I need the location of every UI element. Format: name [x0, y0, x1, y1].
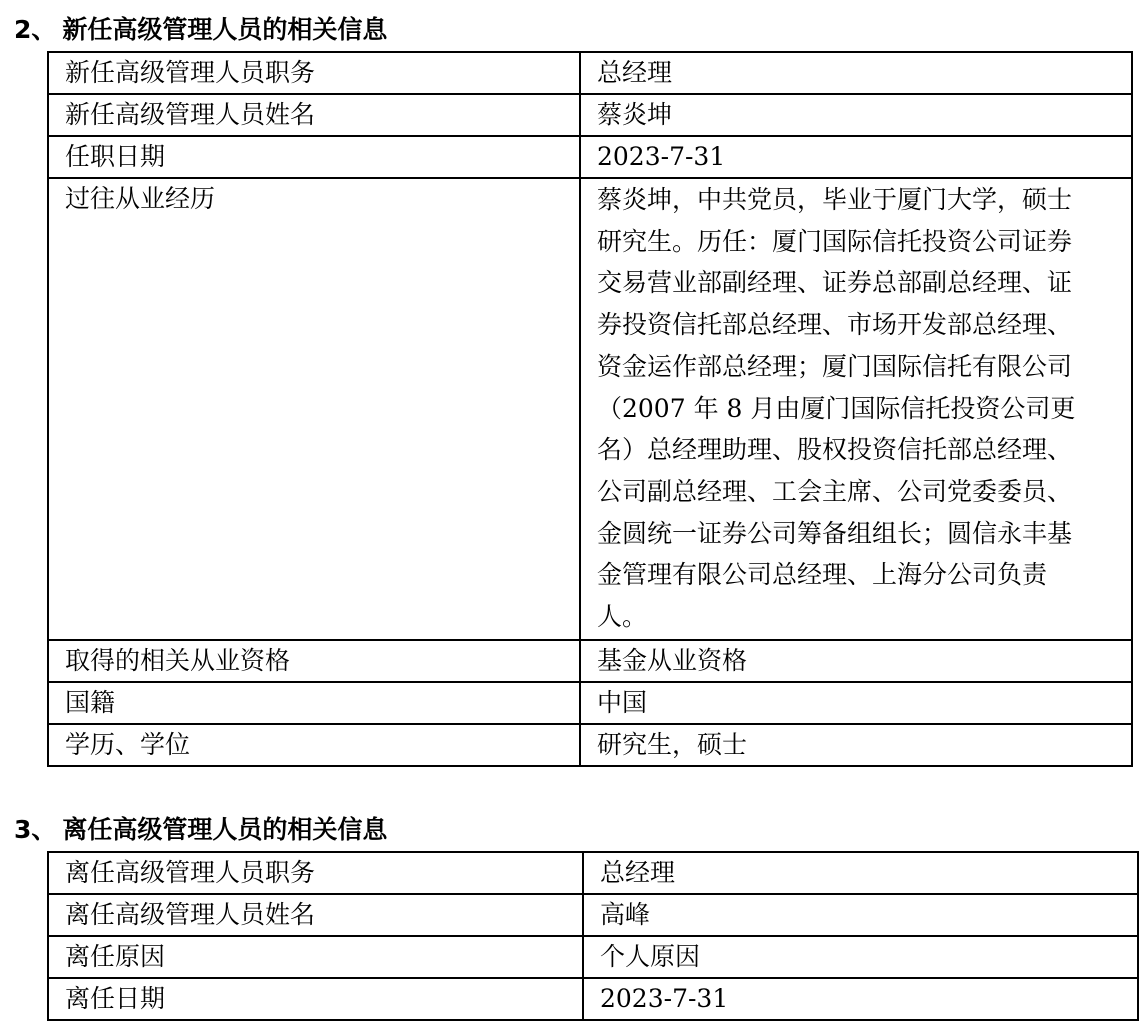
experience-line: 交易营业部副经理、证券总部副总经理、证 [597, 268, 1073, 298]
experience-line: 金圆统一证券公司筹备组组长；圆信永丰基 [597, 518, 1073, 548]
table-row [48, 936, 1138, 978]
value-cell: 基金从业资格 [580, 640, 1132, 682]
label-cell: 学历、学位 [48, 724, 580, 766]
value-cell: 个人原因 [583, 936, 1138, 978]
experience-line: 人。 [597, 602, 648, 632]
experience-line: 研究生。历任：厦门国际信托投资公司证券 [597, 226, 1073, 256]
label-cell: 取得的相关从业资格 [48, 640, 580, 682]
departing-executive-info-table [47, 851, 1139, 1021]
value-cell: 高峰 [583, 894, 1138, 936]
value-cell: 2023-7-31 [583, 978, 1138, 1020]
label-cell: 国籍 [48, 682, 580, 724]
table-row [48, 640, 1132, 682]
label-cell: 过往从业经历 [48, 178, 580, 640]
label-cell: 离任日期 [48, 978, 583, 1020]
table-row [48, 724, 1132, 766]
experience-text-cell [580, 178, 1132, 640]
experience-line: 资金运作部总经理；厦门国际信托有限公司 [597, 351, 1073, 381]
label-cell: 新任高级管理人员姓名 [48, 94, 580, 136]
value-cell: 中国 [580, 682, 1132, 724]
table-row [48, 682, 1132, 724]
label-cell: 离任高级管理人员职务 [48, 852, 583, 894]
section-heading-departing-executive [14, 815, 387, 845]
section-title: 新任高级管理人员的相关信息 [62, 15, 388, 44]
table-row [48, 136, 1132, 178]
value-cell: 研究生，硕士 [580, 724, 1132, 766]
experience-line: 金管理有限公司总经理、上海分公司负责 [597, 560, 1048, 590]
section-title: 离任高级管理人员的相关信息 [62, 815, 388, 844]
experience-line: 名）总经理助理、股权投资信托部总经理、 [597, 435, 1073, 465]
table-row [48, 52, 1132, 94]
table-row [48, 178, 1132, 640]
section-heading-new-executive [14, 15, 387, 45]
value-cell: 蔡炎坤 [580, 94, 1132, 136]
table-row [48, 852, 1138, 894]
experience-line: 公司副总经理、工会主席、公司党委委员、 [597, 476, 1073, 506]
experience-line: 券投资信托部总经理、市场开发部总经理、 [597, 310, 1073, 340]
section-number: 3、 [14, 815, 57, 844]
label-cell: 离任原因 [48, 936, 583, 978]
table-row [48, 94, 1132, 136]
new-executive-info-table [47, 51, 1133, 767]
section-number: 2、 [14, 15, 57, 44]
value-cell: 总经理 [580, 52, 1132, 94]
experience-line: （2007 年 8 月由厦门国际信托投资公司更 [597, 393, 1076, 423]
label-cell: 离任高级管理人员姓名 [48, 894, 583, 936]
value-cell: 2023-7-31 [580, 136, 1132, 178]
table-row [48, 978, 1138, 1020]
table-row [48, 894, 1138, 936]
experience-line: 蔡炎坤，中共党员，毕业于厦门大学，硕士 [597, 185, 1073, 214]
value-cell: 总经理 [583, 852, 1138, 894]
label-cell: 新任高级管理人员职务 [48, 52, 580, 94]
label-cell: 任职日期 [48, 136, 580, 178]
